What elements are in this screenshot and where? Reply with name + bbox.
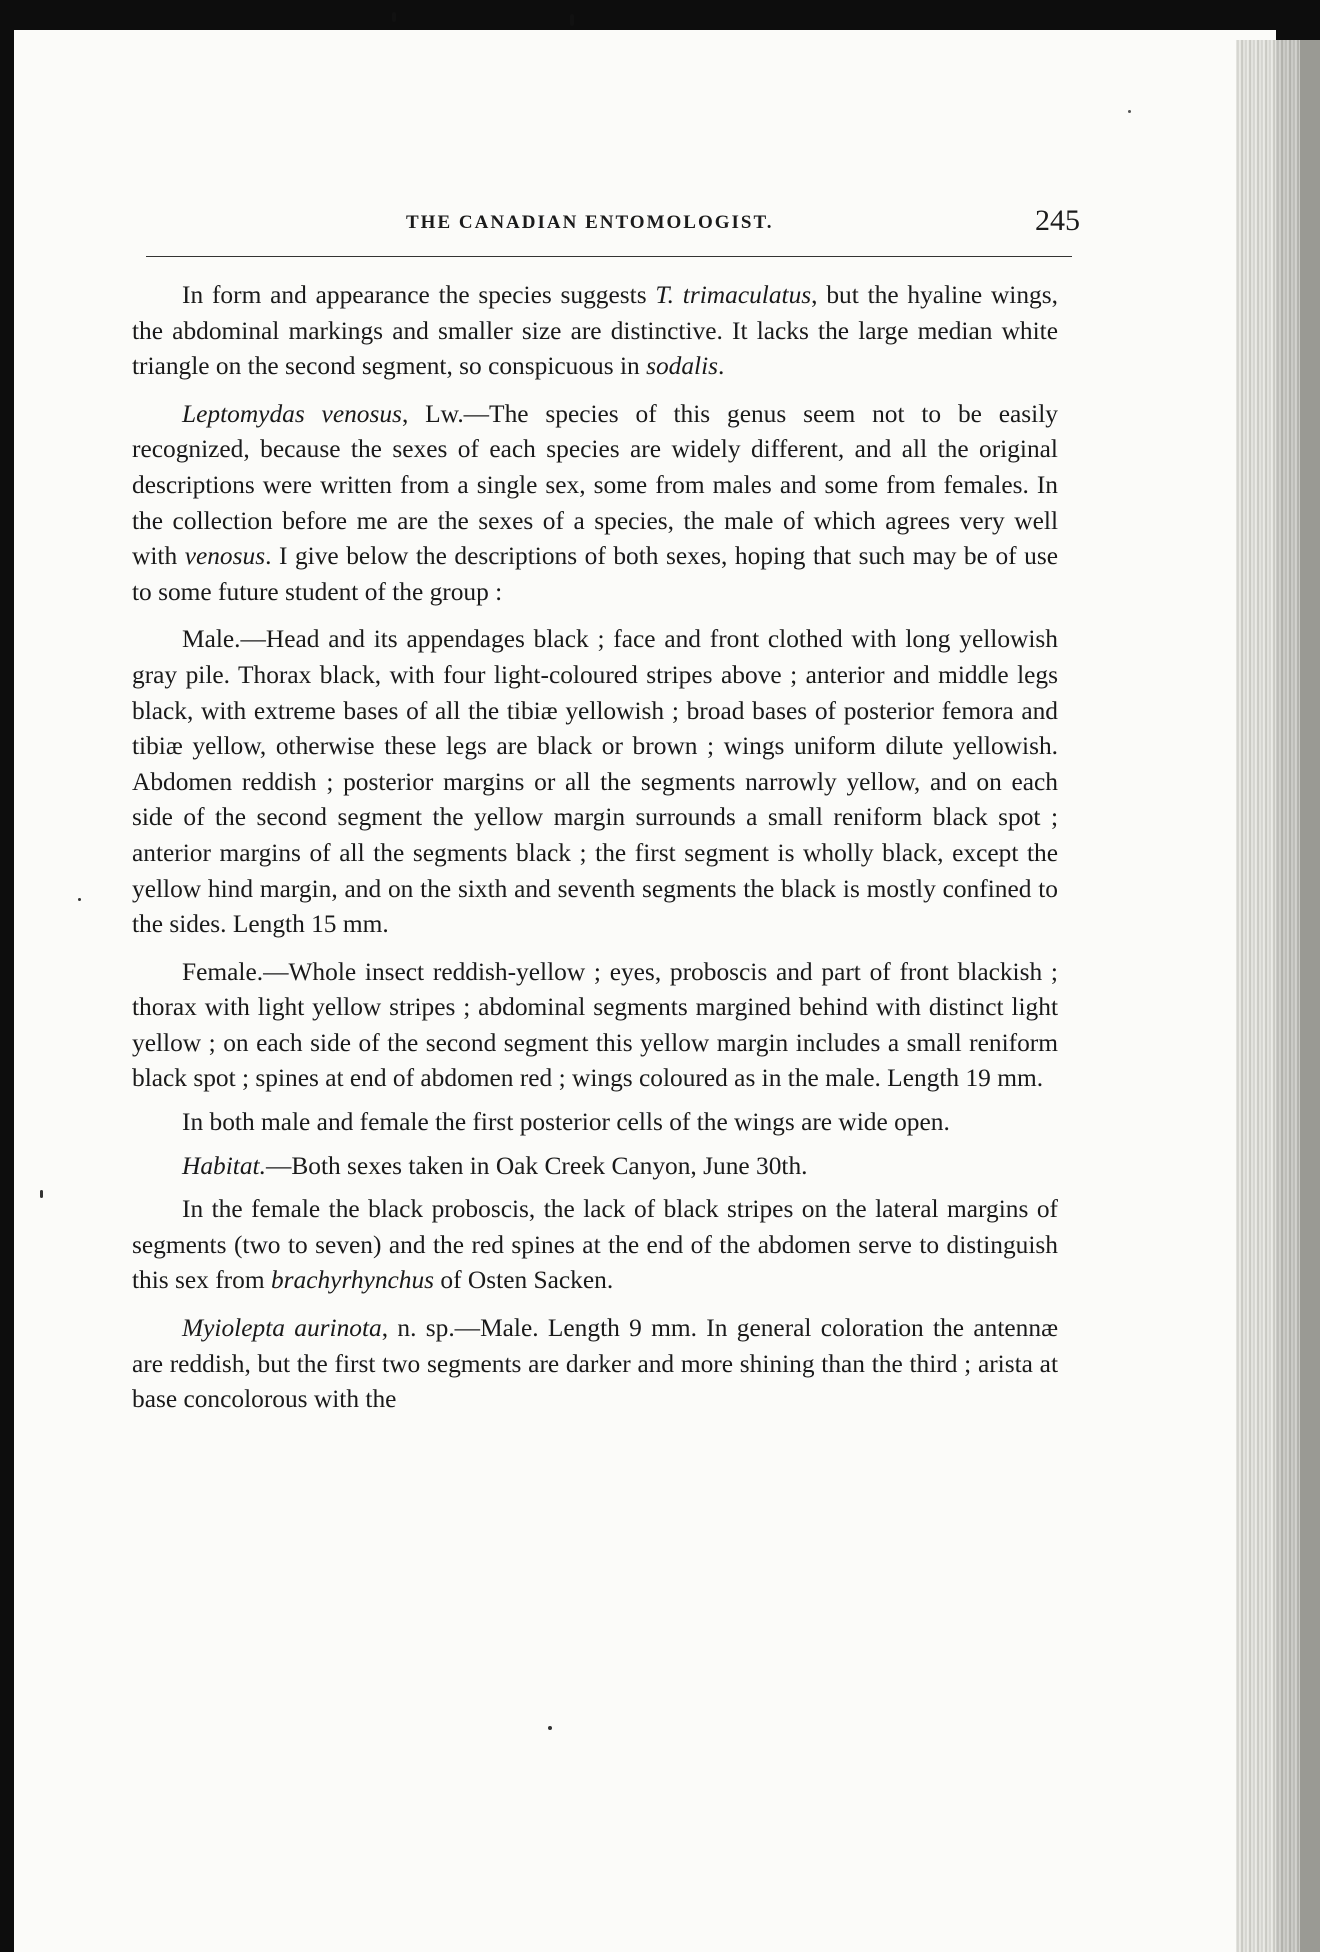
scan-speck: [78, 898, 81, 901]
text-run: , Lw.—The species of this genus seem not to be easily recognized, because the sexes of each species are widely different, and all the original descriptions were written from a single sex, some from males and some from females. In the collection before me are the sexes of a species, the male of which agrees very well with: [132, 399, 1058, 571]
italic-run: brachyrhynchus: [270, 1266, 435, 1295]
italic-run: Habitat.: [182, 1151, 266, 1180]
text-run: In the female the black proboscis, the lack of black stripes on the lateral margins of segments (two to seven) and the red spines at the end of the abdomen serve to distinguish this sex from: [132, 1195, 1058, 1295]
scan-speck: [570, 14, 574, 26]
paragraph: [132, 397, 1058, 611]
text-run: , n. sp.—Male. Length 9 mm. In general coloration the antennæ are reddish, but the first two segments are darker and more shining than the third ; arista at base concolorous with the: [132, 1314, 1059, 1414]
italic-run: Myiolepta aurinota: [182, 1314, 382, 1343]
paragraph: [132, 278, 1058, 385]
italic-run: Leptomydas venosus: [182, 399, 402, 428]
paragraph: [132, 1105, 1058, 1141]
text-run: In both male and female the first posterior cells of the wings are wide open.: [182, 1108, 950, 1137]
text-run: In form and appearance the species suggests: [182, 281, 656, 309]
page-edge-dark: [1300, 40, 1320, 1952]
text-run: Female.—Whole insect reddish-yellow ; eyes, proboscis and part of front blackish ; thorax with light yellow stripes ; abdominal segments margined behind with distinct light yellow ; on each side of the second segment this yellow margin includes a small reniform black spot ; spines at end of abdomen red ; wings coloured as in the male. Length 19 mm.: [132, 957, 1058, 1093]
paragraph: [132, 1192, 1058, 1299]
scan-speck: [548, 1726, 552, 1730]
page-number: 245: [1035, 204, 1080, 237]
paragraph: [132, 1311, 1058, 1418]
italic-run: venosus: [184, 542, 266, 571]
article-body: [132, 278, 1058, 1430]
italic-run: sodalis: [646, 352, 719, 381]
page-edge-shadow: [1236, 40, 1308, 1952]
header-rule: [146, 256, 1072, 257]
text-run: of Osten Sacken.: [434, 1266, 614, 1295]
text-run: , but the hyaline wings, the abdominal markings and smaller size are distinctive. It lacks the large median white triangle on the second segment, so conspicuous in: [132, 281, 1058, 381]
text-run: .: [718, 352, 725, 381]
scan-speck: [1128, 110, 1131, 113]
page-header: [142, 204, 1080, 248]
scan-speck: [392, 12, 396, 22]
running-title: THE CANADIAN ENTOMOLOGIST.: [406, 212, 774, 233]
paragraph: [132, 955, 1058, 1097]
text-run: —Both sexes taken in Oak Creek Canyon, June 30th.: [265, 1151, 808, 1180]
paragraph: [132, 622, 1058, 942]
paragraph: [132, 1149, 1058, 1185]
text-run: Male.—Head and its appendages black ; face and front clothed with long yellowish gray pile. Thorax black, with four light-coloured stripes above ; anterior and middle legs black, with extreme bases of all the tibiæ yellowish ; broad bases of posterior femora and tibiæ yellow, otherwise these legs are black or brown ; wings uniform dilute yellowish. Abdomen reddish ; posterior margins or all the segments narrowly yellow, and on each side of the second segment the yellow margin surrounds a small reniform black spot ; anterior margins of all the segments black ; the first segment is wholly black, except the yellow hind margin, and on the sixth and seventh segments the black is mostly confined to the sides. Length 15 mm.: [132, 625, 1058, 939]
text-run: . I give below the descriptions of both sexes, hoping that such may be of use to some future student of the group :: [132, 542, 1058, 606]
italic-run: T. trimaculatus: [655, 281, 812, 309]
scan-speck: [40, 1190, 43, 1198]
